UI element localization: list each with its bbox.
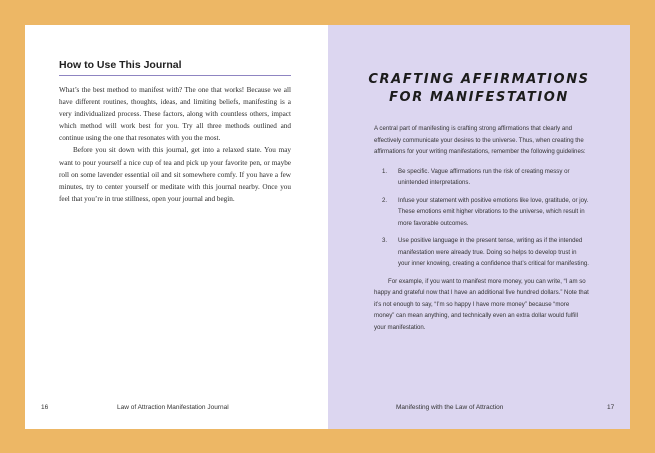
left-page bbox=[25, 25, 328, 429]
intro-paragraph: A central part of manifesting is crafting strong affirmations that clearly and effectively communicate your desires to the universe. Thus, when creating the affirmations for your writing manifestations, remember the following guidelines: bbox=[374, 125, 586, 155]
book-spread bbox=[25, 25, 630, 429]
chapter-title-line1: CRAFTING AFFIRMATIONS bbox=[368, 72, 590, 87]
list-item bbox=[382, 166, 590, 189]
running-head-left: Law of Attraction Manifestation Journal bbox=[117, 404, 229, 411]
running-head-right: Manifesting with the Law of Attraction bbox=[396, 404, 504, 411]
list-text: Be specific. Vague affirmations run the risk of creating messy or unintended interpretations. bbox=[398, 167, 570, 186]
paragraph: Before you sit down with this journal, get into a relaxed state. You may want to pour yourself a nice cup of tea and pick up your favorite pen, or maybe roll on some lavender essential oil and sit somewhere comfy. If you have a few minutes, try to center yourself or meditate with this journal nearby. Once you feel that you’re in true stillness, open your journal and begin. bbox=[59, 146, 291, 203]
section-heading: How to Use This Journal bbox=[59, 59, 182, 71]
guidelines-list bbox=[374, 166, 590, 270]
list-number: 2. bbox=[382, 196, 388, 204]
page-number-left: 16 bbox=[41, 404, 49, 411]
page-number-right: 17 bbox=[607, 404, 615, 411]
list-text: Infuse your statement with positive emotions like love, gratitude, or joy. These emotions emit higher vibrations to the universe, which result in more favorable outcomes. bbox=[398, 196, 589, 227]
list-item bbox=[382, 195, 590, 230]
paragraph: What’s the best method to manifest with? The one that works! Because we all have different routines, thoughts, ideas, and limiting beliefs, manifesting is a very individualized process. These factors, along with countless others, impact which method will work best for you. Try all three methods outlined and continue using the one that resonates with you the most. bbox=[59, 86, 291, 143]
list-number: 3. bbox=[382, 237, 388, 244]
chapter-title bbox=[328, 71, 630, 107]
chapter-title-line2: FOR MANIFESTATION bbox=[389, 90, 569, 105]
list-number: 1. bbox=[382, 167, 388, 175]
list-text: Use positive language in the present tense, writing as if the intended manifestation were already true. Doing so helps to develop trust in your inner knowing, creating a confidence that’s critical for manifesting. bbox=[398, 237, 589, 267]
right-body-text bbox=[374, 123, 590, 333]
left-body-text bbox=[59, 84, 291, 205]
heading-rule bbox=[59, 75, 291, 76]
example-paragraph: For example, if you want to manifest more money, you can write, “I am so happy and grateful now that I have an additional five hundred dollars.” Note that it’s not enough to say, “I’m so happy I have more money” because “more money” can mean anything, and technically even an extra dollar would fulfill your manifestation. bbox=[374, 277, 589, 331]
list-item bbox=[382, 235, 590, 270]
right-page bbox=[328, 25, 630, 429]
